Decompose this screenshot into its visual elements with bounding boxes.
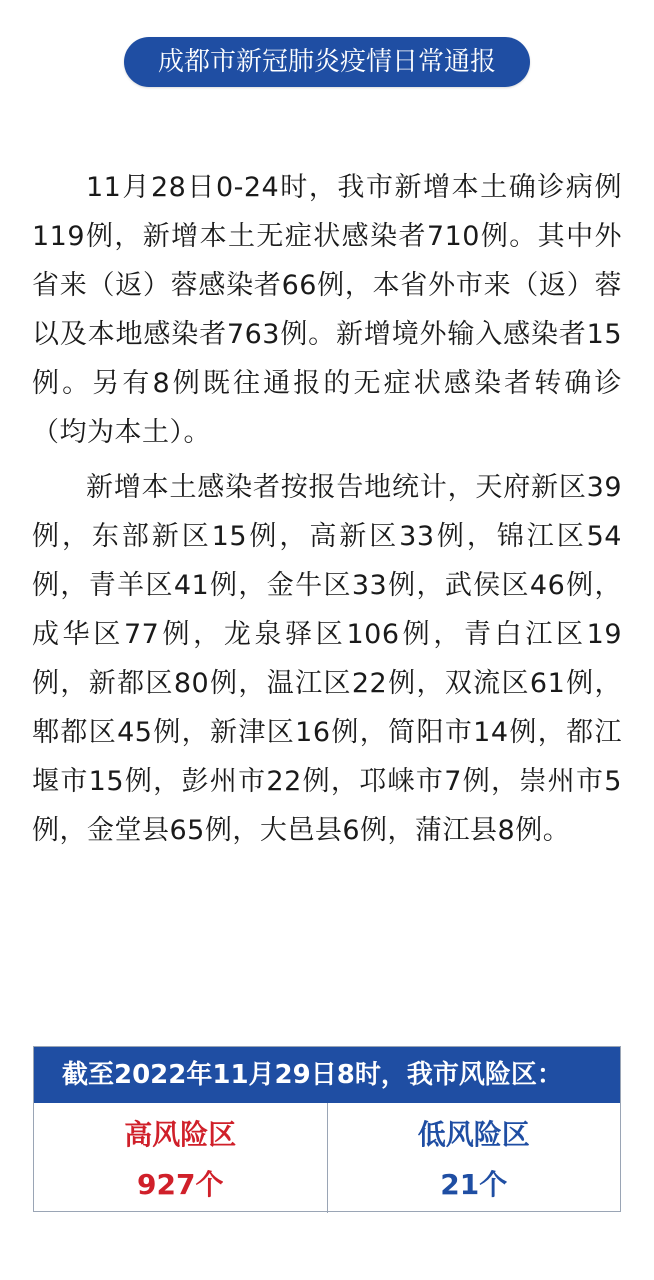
risk-table-body — [34, 1103, 620, 1213]
high-risk-count: 927个 — [137, 1168, 224, 1201]
low-risk-cell — [327, 1103, 621, 1213]
high-risk-cell — [34, 1103, 327, 1213]
low-risk-count: 21个 — [440, 1168, 508, 1201]
page-title: 成都市新冠肺炎疫情日常通报 — [124, 37, 530, 87]
low-risk-label: 低风险区 — [417, 1118, 530, 1151]
risk-area-table — [33, 1046, 621, 1212]
paragraph-by-district: 新增本土感染者按报告地统计，天府新区39例，东部新区15例，高新区33例，锦江区54例，青羊区41例，金牛区33例，武侯区46例，成华区77例，龙泉驿区106例，青白江区19例，新都区80例，温江区22例，双流区61例，郫都区45例，新津区16例，简阳市14例，都江堰市15例，彭州市22例，邛崃市7例，崇州市5例，金堂县65例，大邑县6例，蒲江县8例。 — [32, 472, 622, 846]
report-body — [32, 163, 622, 855]
paragraph-summary: 11月28日0-24时，我市新增本土确诊病例119例，新增本土无症状感染者710例。其中外省来（返）蓉感染者66例，本省外市来（返）蓉以及本地感染者763例。新增境外输入感染者15例。另有8例既往通报的无症状感染者转确诊（均为本土）。 — [32, 172, 622, 448]
risk-table-header: 截至2022年11月29日8时，我市风险区： — [34, 1047, 620, 1103]
high-risk-label: 高风险区 — [124, 1118, 237, 1151]
